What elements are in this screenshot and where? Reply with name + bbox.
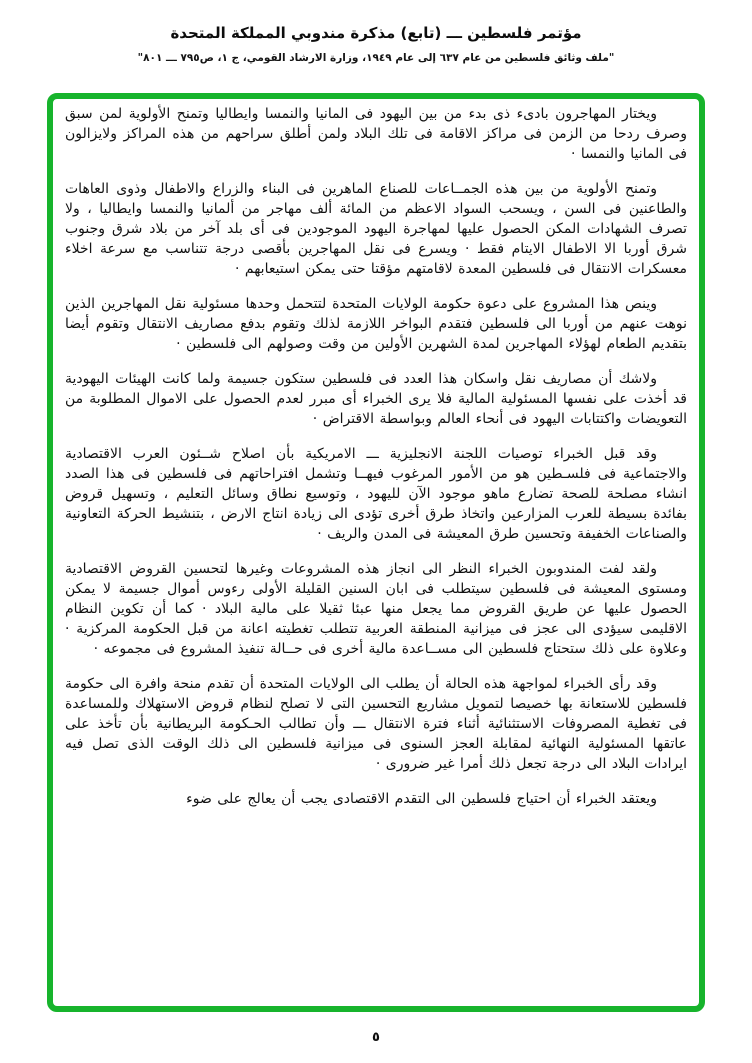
doc-paragraph: ولقد لفت المندوبون الخبراء النظر الى انجاز هذه المشروعات وغيرها لتحسين القروض الاقتصادية ومستوى المعيشة فى فلسطين سيتطلب فى ابان السنين القليلة الأولى رءوس أموال جسيمة لا يمكن الحصول عليها عن طريق القروض مما يجعل منها عبئا ثقيلا على مالية البلاد · كما أن تكوين النظام الاقليمى سيؤدى الى عجز فى ميزانية المنطقة العربية تتطلب تغطيته اعانة من قبل الحكومة المركزية · وعلاوة على ذلك ستحتاج فلسطين الى مســاعدة مالية أخرى فى حــالة تنفيذ المشروع فى مجموعه · [65,561,687,657]
doc-paragraph: ويختار المهاجرون بادىء ذى بدء من بين اليهود فى المانيا والنمسا وايطاليا وتمنح الأولوية لمن سبق وصرف ردحا من الزمن فى مراكز الاقامة فى تلك البلاد ولمن أطلق سراحهم من هذه المراكز ولايزالون فى المانيا والنمسا · [65,106,687,162]
doc-paragraph: وقد رأى الخبراء لمواجهة هذه الحالة أن يطلب الى الولايات المتحدة أن تقدم منحة وافرة الى حكومة فلسطين للاستعانة بها خصيصا لتمويل مشاريع التحسين التى لا تصلح لنظام قروض الاستهلاك وللمساعدة فى تغطية المصروفات الاستثنائية أثناء فترة الانتقال ـــ وأن تطالب الحـكومة البريطانية بأن تأخذ على عاتقها المسئولية النهائية لمقابلة العجز السنوى فى ميزانية فلسطين الى ذلك الوقت الذى تصل فيه ايرادات البلاد الى درجة تجعل ذلك أمرا غير ضرورى · [65,676,687,772]
page-number: ٥ [372,1030,380,1045]
doc-paragraph: وتمنح الأولوية من بين هذه الجمــاعات للصناع الماهرين فى البناء والزراع والاطفال وذوى العاهات والطاعنين فى السن ، ويسحب السواد الاعظم من المائة ألف مهاجر من ألمانيا والنمسا وايطاليا ، ولا تصرف الشهادات المكن الحصول عليها لمهاجرة اليهود الموجودين فى أى بلد آخر من بلاد شرق وجنوب شرق أوربا الا الاطفال الايتام فقط · ويسرع فى نقل المهاجرين بأقصى درجة تتناسب مع سرعة اخلاء معسكرات الانتقال فى فلسطين المعدة لاقامتهم مؤقتا حتى يمكن استيعابهم · [65,181,687,277]
page-title: مؤتمر فلسطين ـــ (تابع) مذكرة مندوبي المملكة المتحدة [170,24,582,42]
doc-paragraph: وقد قبل الخبراء توصيات اللجنة الانجليزية ـــ الامريكية بأن اصلاح شــئون العرب الاقتصادية والاجتماعية فى فلسـطين هو من الأمور المرغوب فيهــا وتشمل افتراحاتهم فى فلسطين فى هذا الصدد انشاء مصلحة للصحة تضارع ماهو موجود الآن لليهود ، وتوسيع نطاق وسائل التعليم ، وتسهيل قروض بفائدة بسيطة للعرب المزارعين واتخاذ طرق أخرى تؤدى الى زيادة انتاج الارض ، بتنشيط الحركة التعاونية والصناعات الخفيفة وتحسين طرق المعيشة فى المدن والريف · [65,446,687,542]
page-subtitle: "ملف وثائق فلسطين من عام ٦٣٧ إلى عام ١٩٤٩، وزارة الارشاد القومي، ج ١، ص٧٩٥ ـــ ٨٠١" [137,52,615,64]
document-header [0,24,752,64]
doc-paragraph: ولاشك أن مصاريف نقل واسكان هذا العدد فى فلسطين ستكون جسيمة ولما كانت الهيئات اليهودية قد أخذت على نفسها المسئولية المالية فلا يرى الخبراء أى مبرر لعدم الحصول على الاموال المطلوبة من التعويضات واكتتابات اليهود فى أنحاء العالم وبواسطة الاقتراض · [65,371,687,427]
document-body [65,104,687,824]
doc-paragraph: ويعتقد الخبراء أن احتياج فلسطين الى التقدم الاقتصادى يجب أن يعالج على ضوء [186,791,657,807]
doc-paragraph: وينص هذا المشروع على دعوة حكومة الولايات المتحدة لتتحمل وحدها مسئولية نقل المهاجرين الذين نوهت عنهم من أوربا الى فلسطين فتقدم البواخر اللازمة لذلك وتقوم بدفع مصاريف الانتقال وتقوم أيضا بتقديم الطعام لهؤلاء المهاجرين لمدة الشهرين الأولين من وقت وصولهم الى فلسطين · [65,296,687,352]
